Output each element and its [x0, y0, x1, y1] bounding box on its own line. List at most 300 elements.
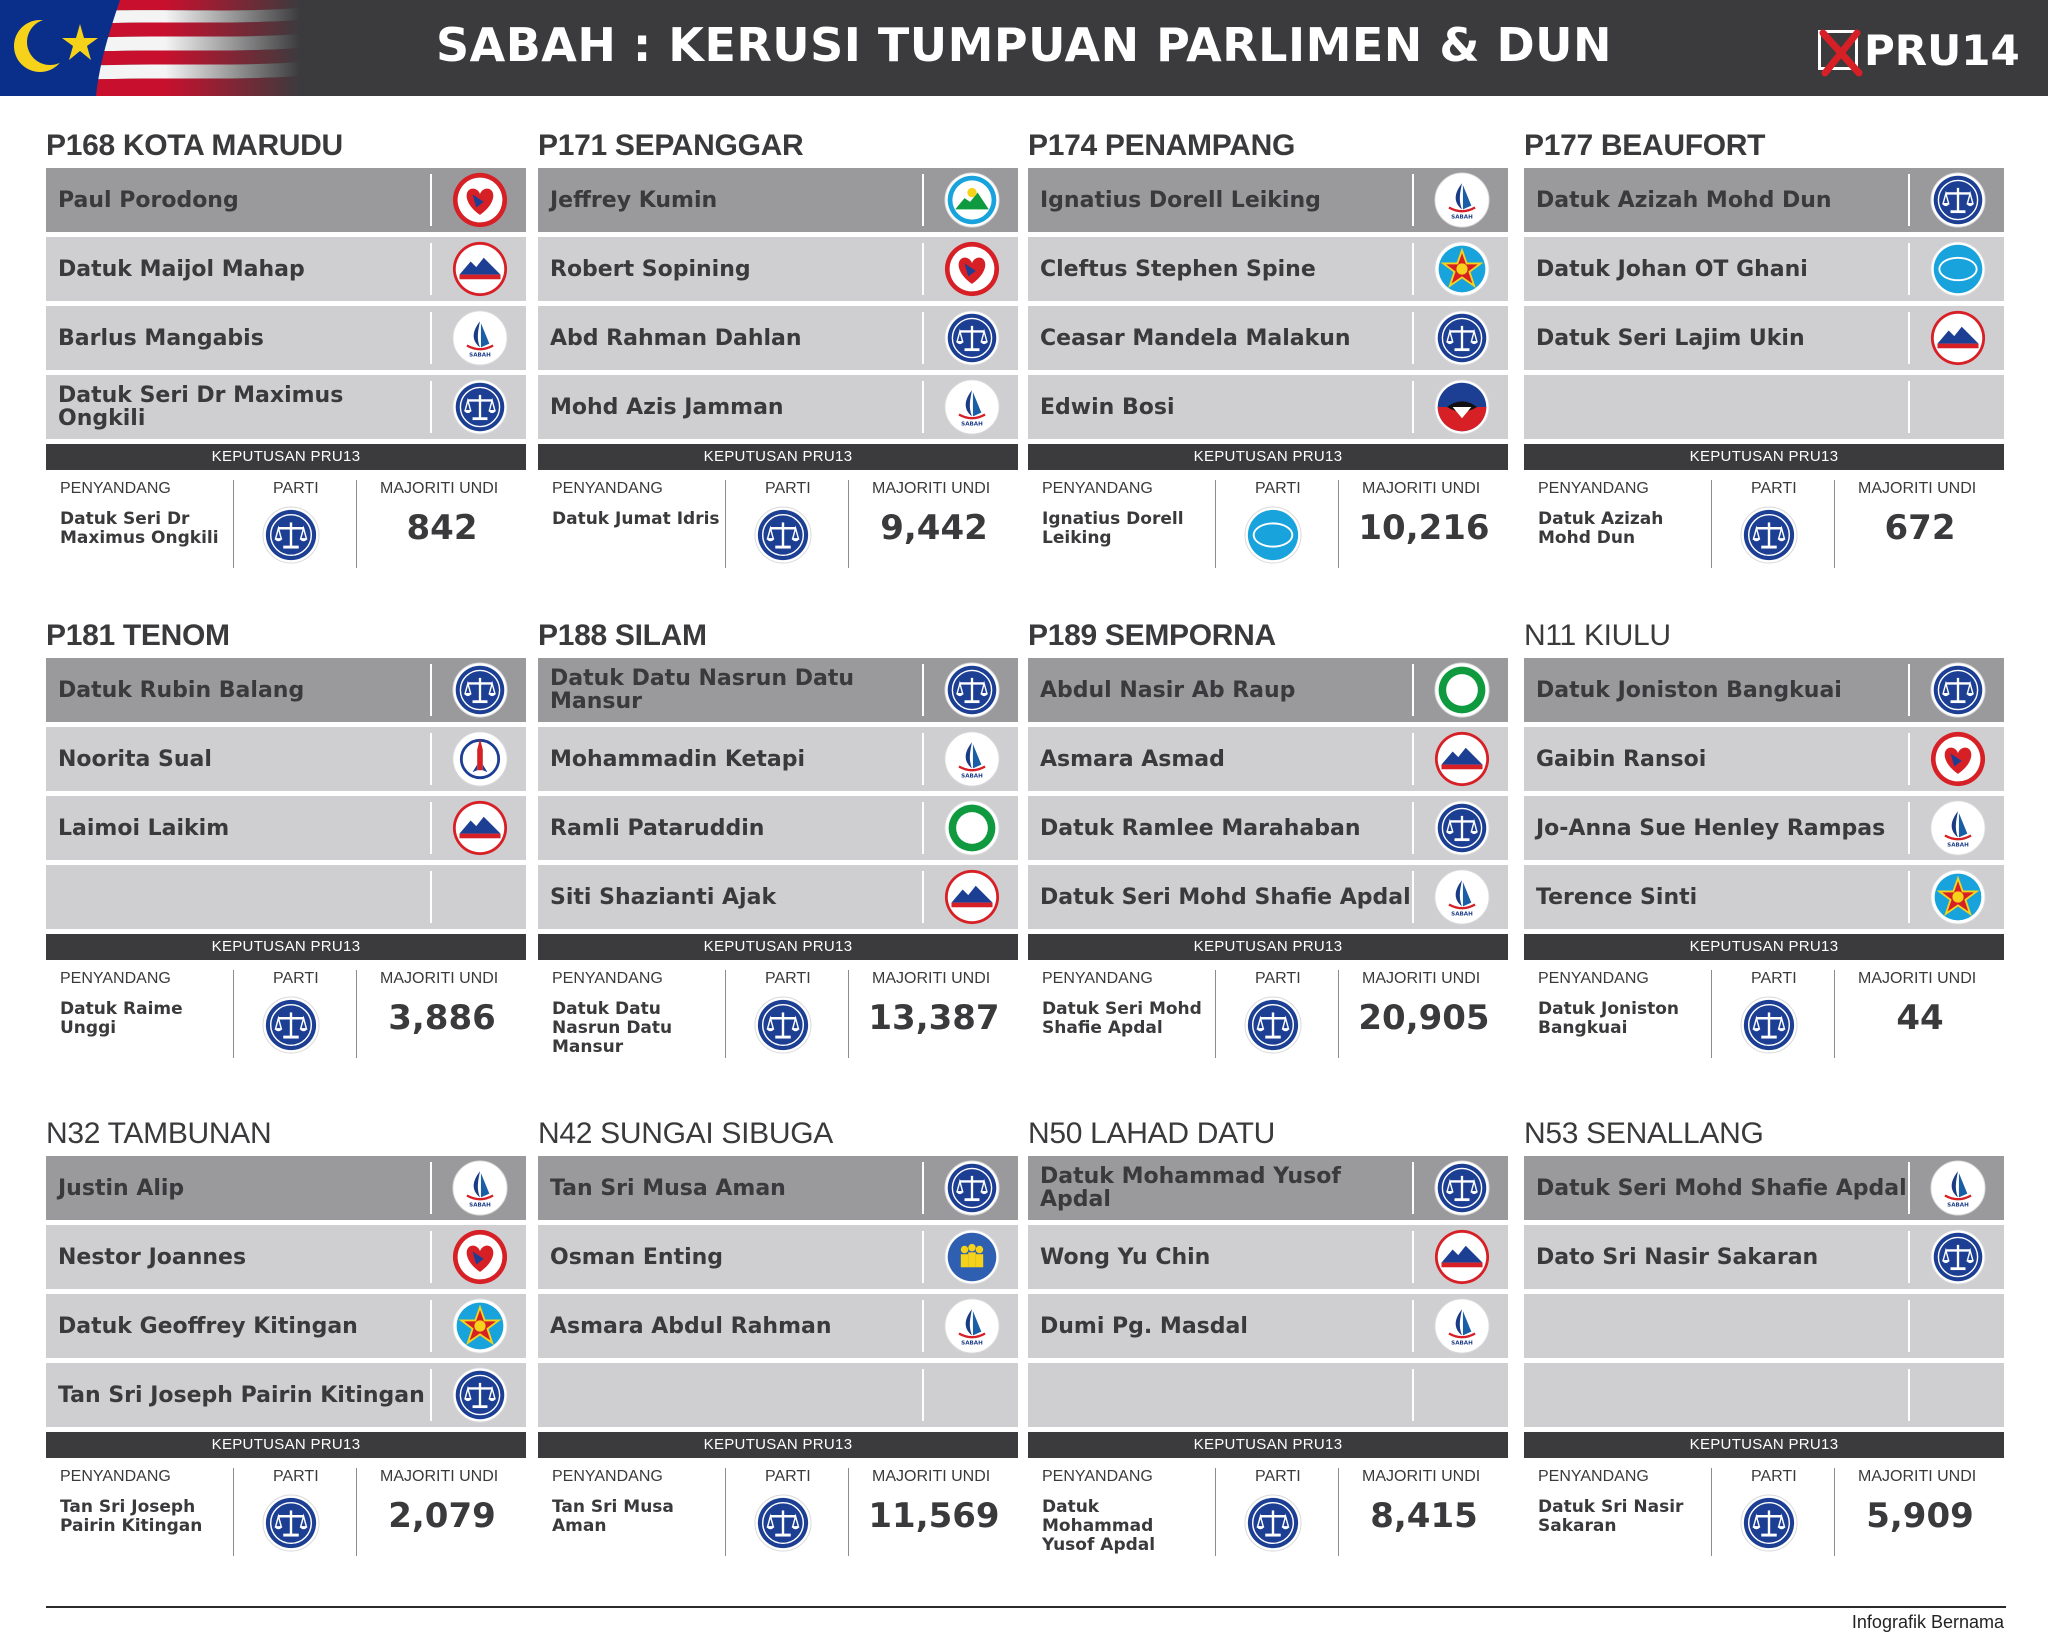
row-divider: [922, 1369, 924, 1421]
majority-value: 842: [406, 508, 478, 548]
candidate-row: [1524, 1225, 2004, 1289]
majority-value: 10,216: [1358, 508, 1490, 548]
column-divider: [356, 1468, 357, 1556]
candidate-row: [1524, 1363, 2004, 1427]
candidate-row: [538, 375, 1018, 439]
column-divider: [848, 1468, 849, 1556]
incumbent-name: Tan Sri Joseph Pairin Kitingan: [60, 1497, 203, 1536]
row-divider: [922, 802, 924, 854]
row-divider: [1412, 1369, 1414, 1421]
candidate-row: [1524, 796, 2004, 860]
incumbent-label: PENYANDANG: [60, 970, 171, 987]
bn-scales-logo: [754, 1494, 812, 1552]
column-divider: [1711, 1468, 1712, 1556]
footer-divider: [46, 1606, 2006, 1608]
row-divider: [922, 733, 924, 785]
candidate-row: [46, 1156, 526, 1220]
bn-scales-logo: [1930, 662, 1986, 718]
candidate-row: [1524, 865, 2004, 929]
candidate-row: [1028, 1363, 1508, 1427]
row-divider: [922, 664, 924, 716]
seat-card: [1028, 124, 1508, 570]
majority-label: MAJORITI UNDI: [872, 480, 991, 497]
candidate-name: Datuk Rubin Balang: [58, 677, 305, 703]
star-sabah-heart-logo: [1930, 731, 1986, 787]
party-label: PARTI: [1255, 1468, 1301, 1485]
row-divider: [922, 312, 924, 364]
row-divider: [1412, 1162, 1414, 1214]
candidate-row: [1524, 306, 2004, 370]
majority-label: MAJORITI UNDI: [380, 970, 499, 987]
candidate-name: Nestor Joannes: [58, 1244, 247, 1270]
candidate-name: [550, 1363, 922, 1427]
bn-scales-logo: [1244, 996, 1302, 1054]
incumbent-name: Datuk Jumat Idris: [552, 509, 720, 529]
row-divider: [430, 174, 432, 226]
candidate-name: Abd Rahman Dahlan: [550, 325, 802, 351]
result-bar: KEPUTUSAN PRU13: [1524, 1432, 2004, 1458]
warisan-logo: [1434, 172, 1490, 228]
incumbent-name: Datuk Datu Nasrun Datu Mansur: [552, 999, 673, 1057]
warisan-logo: [452, 1160, 508, 1216]
column-divider: [725, 480, 726, 568]
candidate-name: Tan Sri Joseph Pairin Kitingan: [58, 1382, 425, 1408]
bn-scales-logo: [452, 1367, 508, 1423]
candidate-name: Dumi Pg. Masdal: [1040, 1313, 1248, 1339]
page-title: SABAH : KERUSI TUMPUAN PARLIMEN & DUN: [435, 18, 1612, 72]
row-divider: [430, 733, 432, 785]
dap-rocket-logo: [452, 731, 508, 787]
party-label: PARTI: [765, 970, 811, 987]
seat-card: [1524, 1112, 2004, 1558]
result-panel: [1524, 470, 2004, 570]
candidate-row: [46, 375, 526, 439]
seat-title: N42 SUNGAI SIBUGA: [538, 1117, 833, 1150]
row-divider: [1908, 1231, 1910, 1283]
seat-title: N32 TAMBUNAN: [46, 1117, 272, 1150]
svg-text:SABAH: SABAH: [961, 1340, 983, 1347]
row-divider: [922, 871, 924, 923]
seat-card: [46, 1112, 526, 1558]
warisan-logo: [1434, 1298, 1490, 1354]
candidate-name: Dato Sri Nasir Sakaran: [1536, 1244, 1819, 1270]
candidate-row: [538, 658, 1018, 722]
candidate-row: [46, 658, 526, 722]
column-divider: [848, 970, 849, 1058]
incumbent-name: Datuk Seri Mohd Shafie Apdal: [1042, 999, 1202, 1038]
row-divider: [1908, 312, 1910, 364]
result-panel: [538, 470, 1018, 570]
candidate-name: Noorita Sual: [58, 746, 212, 772]
incumbent-label: PENYANDANG: [552, 480, 663, 497]
column-divider: [725, 1468, 726, 1556]
majority-value: 44: [1896, 998, 1944, 1038]
result-panel: [1028, 960, 1508, 1060]
result-panel: [1028, 1458, 1508, 1558]
candidate-name: Edwin Bosi: [1040, 394, 1175, 420]
bn-scales-logo: [1244, 1494, 1302, 1552]
candidate-row: [1028, 1225, 1508, 1289]
party-label: PARTI: [1751, 1468, 1797, 1485]
candidate-row: [1524, 658, 2004, 722]
column-divider: [1215, 970, 1216, 1058]
row-divider: [1412, 871, 1414, 923]
incumbent-name: Datuk Mohammad Yusof Apdal: [1042, 1497, 1156, 1555]
row-divider: [430, 243, 432, 295]
majority-label: MAJORITI UNDI: [1858, 1468, 1977, 1485]
result-bar: KEPUTUSAN PRU13: [1028, 1432, 1508, 1458]
row-divider: [1908, 1300, 1910, 1352]
majority-label: MAJORITI UNDI: [380, 1468, 499, 1485]
bn-scales-logo: [452, 379, 508, 435]
empty-logo-slot: [1434, 1367, 1490, 1423]
majority-label: MAJORITI UNDI: [380, 480, 499, 497]
majority-value: 2,079: [388, 1496, 496, 1536]
candidate-name: Barlus Mangabis: [58, 325, 264, 351]
row-divider: [1412, 802, 1414, 854]
incumbent-label: PENYANDANG: [1042, 970, 1153, 987]
seat-card: [1028, 614, 1508, 1060]
row-divider: [922, 381, 924, 433]
candidate-row: [1524, 1156, 2004, 1220]
candidate-name: Datuk Johan OT Ghani: [1536, 256, 1808, 282]
candidate-row: [1028, 168, 1508, 232]
majority-label: MAJORITI UNDI: [872, 970, 991, 987]
result-panel: [538, 960, 1018, 1060]
candidate-row: [46, 1225, 526, 1289]
incumbent-name: Datuk Sri Nasir Sakaran: [1538, 1497, 1684, 1536]
candidate-name: Paul Porodong: [58, 187, 239, 213]
party-label: PARTI: [273, 480, 319, 497]
row-divider: [1908, 733, 1910, 785]
empty-logo-slot: [1930, 379, 1986, 435]
candidate-name: Siti Shazianti Ajak: [550, 884, 777, 910]
candidate-row: [1524, 727, 2004, 791]
bn-scales-logo: [452, 662, 508, 718]
candidate-row: [46, 168, 526, 232]
party-label: PARTI: [765, 1468, 811, 1485]
party-label: PARTI: [273, 1468, 319, 1485]
candidate-row: [46, 306, 526, 370]
row-divider: [1908, 381, 1910, 433]
incumbent-name: Datuk Azizah Mohd Dun: [1538, 509, 1664, 548]
party-label: PARTI: [1751, 480, 1797, 497]
bn-scales-logo: [1930, 1229, 1986, 1285]
column-divider: [1215, 480, 1216, 568]
column-divider: [725, 970, 726, 1058]
candidate-name: Datuk Seri Lajim Ukin: [1536, 325, 1805, 351]
party-label: PARTI: [1255, 970, 1301, 987]
incumbent-name: Datuk Seri Dr Maximus Ongkili: [60, 509, 219, 548]
candidate-row: [1028, 306, 1508, 370]
candidate-name: Tan Sri Musa Aman: [550, 1175, 786, 1201]
harapan-rakyat-logo: [452, 241, 508, 297]
candidate-row: [1028, 865, 1508, 929]
candidate-name: Datuk Maijol Mahap: [58, 256, 305, 282]
bn-scales-logo: [1434, 800, 1490, 856]
seat-card: [538, 1112, 1018, 1558]
row-divider: [1908, 871, 1910, 923]
seat-card: [1524, 614, 2004, 1060]
column-divider: [1215, 1468, 1216, 1556]
majority-value: 8,415: [1370, 1496, 1478, 1536]
result-bar: KEPUTUSAN PRU13: [538, 1432, 1018, 1458]
candidate-row: [1028, 237, 1508, 301]
svg-text:SABAH: SABAH: [961, 421, 983, 428]
candidate-row: [46, 237, 526, 301]
candidate-row: [1524, 375, 2004, 439]
warisan-logo: [944, 379, 1000, 435]
row-divider: [430, 1300, 432, 1352]
pas-moon-logo: [944, 800, 1000, 856]
seat-card: [1028, 1112, 1508, 1558]
seat-card: [1524, 124, 2004, 570]
ballot-cross-icon: [1818, 30, 1858, 70]
candidate-name: Asmara Asmad: [1040, 746, 1225, 772]
column-divider: [848, 480, 849, 568]
credit-text: Infografik Bernama: [1851, 1612, 2004, 1632]
bn-scales-logo: [1740, 506, 1798, 564]
bn-scales-logo: [944, 1160, 1000, 1216]
candidate-row: [1028, 796, 1508, 860]
bn-scales-logo: [262, 1494, 320, 1552]
incumbent-name: Datuk Joniston Bangkuai: [1538, 999, 1679, 1038]
column-divider: [356, 480, 357, 568]
empty-logo-slot: [1930, 1367, 1986, 1423]
seat-title: N50 LAHAD DATU: [1028, 1117, 1275, 1150]
candidate-row: [538, 865, 1018, 929]
pkr-eye-logo: [1930, 241, 1986, 297]
warisan-logo: [944, 731, 1000, 787]
incumbent-label: PENYANDANG: [1538, 1468, 1649, 1485]
candidate-name: Ceasar Mandela Malakun: [1040, 325, 1351, 351]
row-divider: [1908, 243, 1910, 295]
seat-card: [46, 614, 526, 1060]
column-divider: [233, 1468, 234, 1556]
candidate-name: Datuk Seri Mohd Shafie Apdal: [1536, 1175, 1907, 1201]
candidate-row: [1524, 168, 2004, 232]
pbs-star-logo: [1930, 869, 1986, 925]
bn-scales-logo: [1434, 310, 1490, 366]
candidate-name: Justin Alip: [58, 1175, 185, 1201]
candidate-row: [538, 727, 1018, 791]
seat-title: P174 PENAMPANG: [1028, 129, 1295, 162]
candidate-row: [538, 1363, 1018, 1427]
row-divider: [430, 1162, 432, 1214]
seat-title: P188 SILAM: [538, 619, 707, 652]
majority-value: 20,905: [1358, 998, 1490, 1038]
candidate-row: [46, 1294, 526, 1358]
candidate-name: Wong Yu Chin: [1040, 1244, 1211, 1270]
incumbent-label: PENYANDANG: [1042, 1468, 1153, 1485]
result-panel: [46, 470, 526, 570]
candidate-row: [538, 1225, 1018, 1289]
seat-card: [538, 124, 1018, 570]
candidate-row: [1028, 727, 1508, 791]
row-divider: [1412, 1231, 1414, 1283]
empty-logo-slot: [944, 1367, 1000, 1423]
majority-label: MAJORITI UNDI: [1858, 970, 1977, 987]
candidate-row: [1524, 1294, 2004, 1358]
candidate-name: [1040, 1363, 1412, 1427]
svg-text:SABAH: SABAH: [961, 773, 983, 780]
bn-scales-logo: [1740, 1494, 1798, 1552]
result-bar: KEPUTUSAN PRU13: [1524, 444, 2004, 470]
incumbent-label: PENYANDANG: [1042, 480, 1153, 497]
bn-scales-logo: [944, 662, 1000, 718]
result-panel: [538, 1458, 1018, 1558]
star-sabah-heart-logo: [452, 172, 508, 228]
seat-title: N11 KIULU: [1524, 619, 1671, 652]
row-divider: [1412, 243, 1414, 295]
candidate-name: Datuk Seri Dr Maximus Ongkili: [58, 383, 344, 431]
incumbent-name: Tan Sri Musa Aman: [552, 1497, 674, 1536]
majority-label: MAJORITI UNDI: [1858, 480, 1977, 497]
party-label: PARTI: [273, 970, 319, 987]
candidate-name: Laimoi Laikim: [58, 815, 230, 841]
warisan-logo: [944, 1298, 1000, 1354]
warisan-logo: [1930, 800, 1986, 856]
seat-title: P177 BEAUFORT: [1524, 129, 1766, 162]
column-divider: [1338, 480, 1339, 568]
result-panel: [1524, 960, 2004, 1060]
row-divider: [430, 381, 432, 433]
candidate-name: [1536, 1294, 1908, 1358]
result-bar: KEPUTUSAN PRU13: [1028, 444, 1508, 470]
candidate-row: [46, 727, 526, 791]
seat-card: [46, 124, 526, 570]
candidate-name: [58, 865, 430, 929]
majority-label: MAJORITI UNDI: [1362, 1468, 1481, 1485]
majority-label: MAJORITI UNDI: [1362, 970, 1481, 987]
row-divider: [430, 664, 432, 716]
candidate-name: Terence Sinti: [1536, 884, 1698, 910]
column-divider: [1834, 480, 1835, 568]
row-divider: [430, 1231, 432, 1283]
party-label: PARTI: [1751, 970, 1797, 987]
seat-title: P171 SEPANGGAR: [538, 129, 804, 162]
candidate-row: [1028, 375, 1508, 439]
candidate-row: [46, 796, 526, 860]
svg-text:SABAH: SABAH: [1451, 911, 1473, 918]
row-divider: [1412, 733, 1414, 785]
pkr-eye-logo: [1244, 506, 1302, 564]
majority-value: 5,909: [1866, 1496, 1974, 1536]
svg-text:SABAH: SABAH: [1451, 214, 1473, 221]
header-bar: [0, 0, 2048, 96]
column-divider: [356, 970, 357, 1058]
incumbent-label: PENYANDANG: [552, 970, 663, 987]
harapan-rakyat-logo: [944, 869, 1000, 925]
svg-text:SABAH: SABAH: [1451, 1340, 1473, 1347]
row-divider: [430, 871, 432, 923]
svg-text:SABAH: SABAH: [1947, 1202, 1969, 1209]
svg-text:SABAH: SABAH: [469, 1202, 491, 1209]
bn-scales-logo: [754, 506, 812, 564]
warisan-logo: [1930, 1160, 1986, 1216]
majority-label: MAJORITI UNDI: [872, 1468, 991, 1485]
warisan-logo: [452, 310, 508, 366]
bn-scales-logo: [754, 996, 812, 1054]
row-divider: [1412, 174, 1414, 226]
seat-title: P189 SEMPORNA: [1028, 619, 1276, 652]
candidate-row: [46, 865, 526, 929]
incumbent-name: Datuk Raime Unggi: [60, 999, 183, 1038]
candidate-name: Datuk Seri Mohd Shafie Apdal: [1040, 884, 1411, 910]
incumbent-label: PENYANDANG: [60, 1468, 171, 1485]
candidate-name: Ramli Pataruddin: [550, 815, 765, 841]
majority-value: 13,387: [868, 998, 1000, 1038]
incumbent-label: PENYANDANG: [552, 1468, 663, 1485]
party-label: PARTI: [765, 480, 811, 497]
harapan-rakyat-logo: [1434, 731, 1490, 787]
candidate-name: Datuk Azizah Mohd Dun: [1536, 187, 1832, 213]
seat-card: [538, 614, 1018, 1060]
bn-scales-logo: [1740, 996, 1798, 1054]
candidate-name: Jeffrey Kumin: [550, 187, 718, 213]
candidate-name: Cleftus Stephen Spine: [1040, 256, 1316, 282]
candidate-row: [538, 168, 1018, 232]
incumbent-label: PENYANDANG: [60, 480, 171, 497]
empty-logo-slot: [452, 869, 508, 925]
column-divider: [233, 970, 234, 1058]
warisan-logo: [1434, 869, 1490, 925]
candidate-name: Datuk Geoffrey Kitingan: [58, 1313, 358, 1339]
majority-value: 9,442: [880, 508, 988, 548]
incumbent-name: Ignatius Dorell Leiking: [1042, 509, 1184, 548]
harapan-rakyat-logo: [1930, 310, 1986, 366]
empty-logo-slot: [1930, 1298, 1986, 1354]
party-label: PARTI: [1255, 480, 1301, 497]
row-divider: [1908, 1369, 1910, 1421]
row-divider: [1908, 664, 1910, 716]
row-divider: [430, 802, 432, 854]
bn-scales-logo: [944, 310, 1000, 366]
candidate-name: Mohd Azis Jamman: [550, 394, 784, 420]
candidate-name: Jo-Anna Sue Henley Rampas: [1536, 815, 1886, 841]
column-divider: [1338, 970, 1339, 1058]
row-divider: [922, 243, 924, 295]
harapan-rakyat-logo: [1434, 1229, 1490, 1285]
majority-value: 11,569: [868, 1496, 1000, 1536]
svg-text:SABAH: SABAH: [1947, 842, 1969, 849]
svg-text:SABAH: SABAH: [469, 352, 491, 359]
result-panel: [1524, 1458, 2004, 1558]
candidate-name: [1536, 1363, 1908, 1427]
seat-title: P181 TENOM: [46, 619, 230, 652]
bn-scales-logo: [262, 996, 320, 1054]
candidate-row: [1028, 1156, 1508, 1220]
result-bar: KEPUTUSAN PRU13: [1524, 934, 2004, 960]
incumbent-label: PENYANDANG: [1538, 970, 1649, 987]
row-divider: [1412, 381, 1414, 433]
candidate-name: Osman Enting: [550, 1244, 724, 1270]
column-divider: [233, 480, 234, 568]
upko-logo: [1434, 379, 1490, 435]
candidate-row: [538, 237, 1018, 301]
candidate-row: [538, 306, 1018, 370]
candidate-name: Datuk Datu Nasrun Datu Mansur: [550, 666, 854, 714]
candidate-row: [46, 1363, 526, 1427]
row-divider: [1412, 664, 1414, 716]
pbs-star-logo: [1434, 241, 1490, 297]
row-divider: [922, 174, 924, 226]
row-divider: [430, 1369, 432, 1421]
result-panel: [1028, 470, 1508, 570]
majority-label: MAJORITI UNDI: [1362, 480, 1481, 497]
result-bar: KEPUTUSAN PRU13: [46, 934, 526, 960]
pas-moon-logo: [1434, 662, 1490, 718]
